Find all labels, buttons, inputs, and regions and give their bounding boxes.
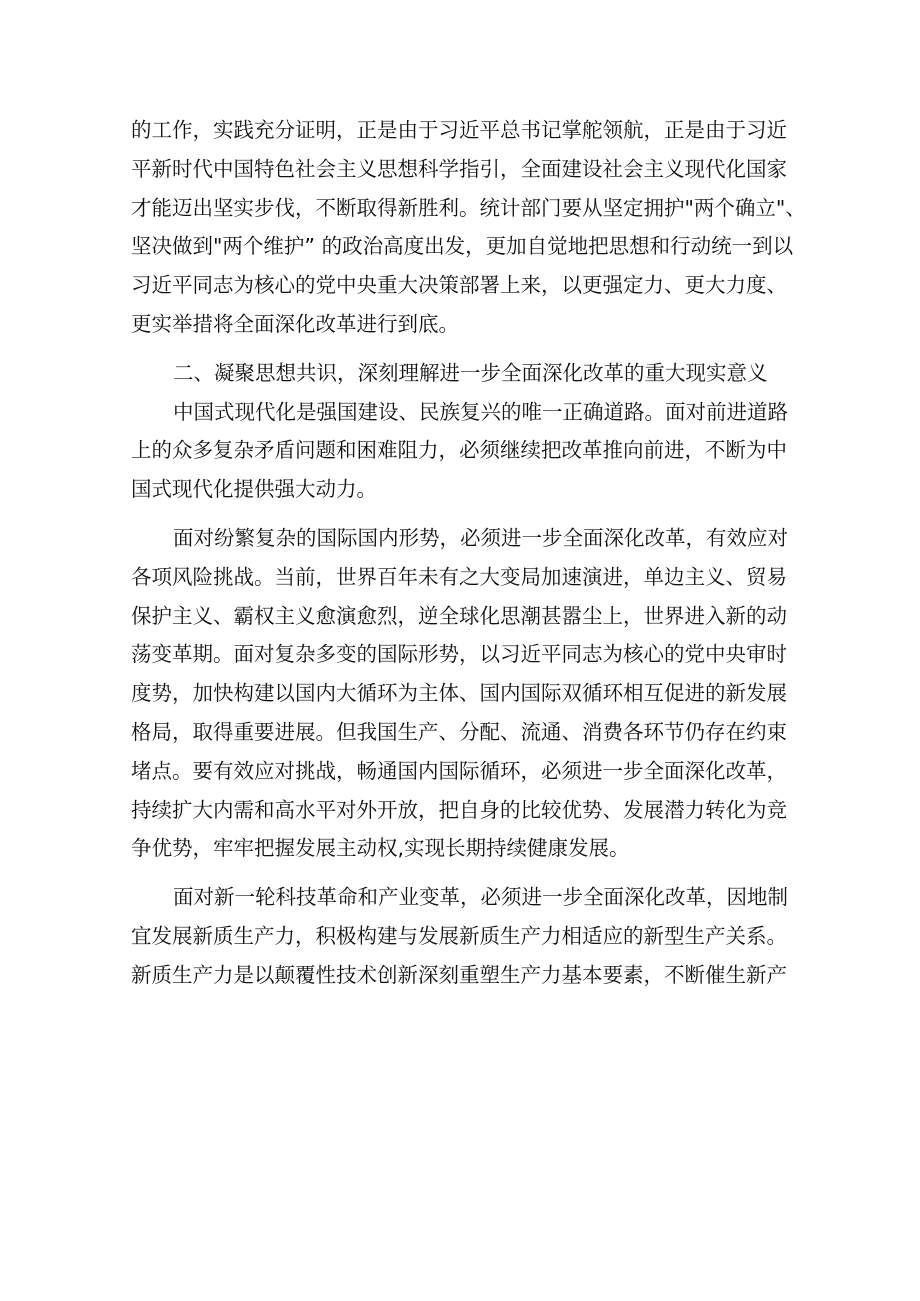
text-line: 堵点。要有效应对挑战，畅通国内国际循环，必须进一步全面深化改革， bbox=[131, 758, 787, 783]
text-line: 持续扩大内需和高水平对外开放，把自身的比较优势、发展潜力转化为竞 bbox=[131, 797, 787, 822]
text-line: 宜发展新质生产力，积极构建与发展新质生产力相适应的新型生产关系。 bbox=[131, 923, 787, 948]
heading-line: 二、凝聚思想共识，深刻理解进一步全面深化改革的重大现实意义 bbox=[173, 360, 768, 385]
text-line: 各项风险挑战。当前，世界百年未有之大变局加速演进，单边主义、贸易 bbox=[131, 564, 787, 589]
section-heading bbox=[131, 354, 781, 393]
text-line: 面对纷繁复杂的国际国内形势，必须进一步全面深化改革，有效应对 bbox=[173, 525, 788, 550]
text-line: 面对新一轮科技革命和产业变革，必须进一步全面深化改革，因地制 bbox=[173, 885, 788, 910]
text-line: 荡变革期。面对复杂多变的国际形势，以习近平同志为核心的党中央审时 bbox=[131, 642, 787, 667]
text-line: 习近平同志为核心的党中央重大决策部署上来，以更强定力、更大力度、 bbox=[131, 273, 787, 298]
text-line: 平新时代中国特色社会主义思想科学指引，全面建设社会主义现代化国家 bbox=[131, 156, 787, 181]
paragraph-1 bbox=[131, 111, 806, 344]
paragraph-3 bbox=[131, 519, 788, 868]
text-line: 上的众多复杂矛盾问题和困难阻力，必须继续把改革推向前进，不断为中 bbox=[131, 438, 787, 463]
text-line: 中国式现代化是强国建设、民族复兴的唯一正确道路。面对前进道路 bbox=[173, 399, 788, 424]
text-line: 坚决做到"两个维护” 的政治高度出发，更加自觉地把思想和行动统一到以 bbox=[131, 234, 794, 259]
text-line: 才能迈出坚实步伐，不断取得新胜利。统计部门要从坚定拥护"两个确立"、 bbox=[131, 195, 806, 220]
text-line: 新质生产力是以颠覆性技术创新深刻重塑生产力基本要素，不断催生新产 bbox=[131, 962, 787, 987]
text-line: 争优势，牢牢把握发展主动权,实现长期持续健康发展。 bbox=[131, 836, 630, 861]
text-line: 的工作，实践充分证明，正是由于习近平总书记掌舵领航，正是由于习近 bbox=[131, 118, 787, 142]
text-line: 格局，取得重要进展。但我国生产、分配、流通、消费各环节仍存在约束 bbox=[131, 719, 787, 744]
text-line: 国式现代化提供强大动力。 bbox=[131, 477, 377, 502]
paragraph-4 bbox=[131, 878, 788, 994]
paragraph-2 bbox=[131, 393, 788, 509]
text-line: 度势，加快构建以国内大循环为主体、国内国际双循环相互促进的新发展 bbox=[131, 681, 787, 706]
text-line: 更实举措将全面深化改革进行到底。 bbox=[131, 311, 459, 336]
document-body bbox=[131, 111, 806, 995]
text-line: 保护主义、霸权主义愈演愈烈，逆全球化思潮甚嚣尘上，世界进入新的动 bbox=[131, 603, 787, 628]
